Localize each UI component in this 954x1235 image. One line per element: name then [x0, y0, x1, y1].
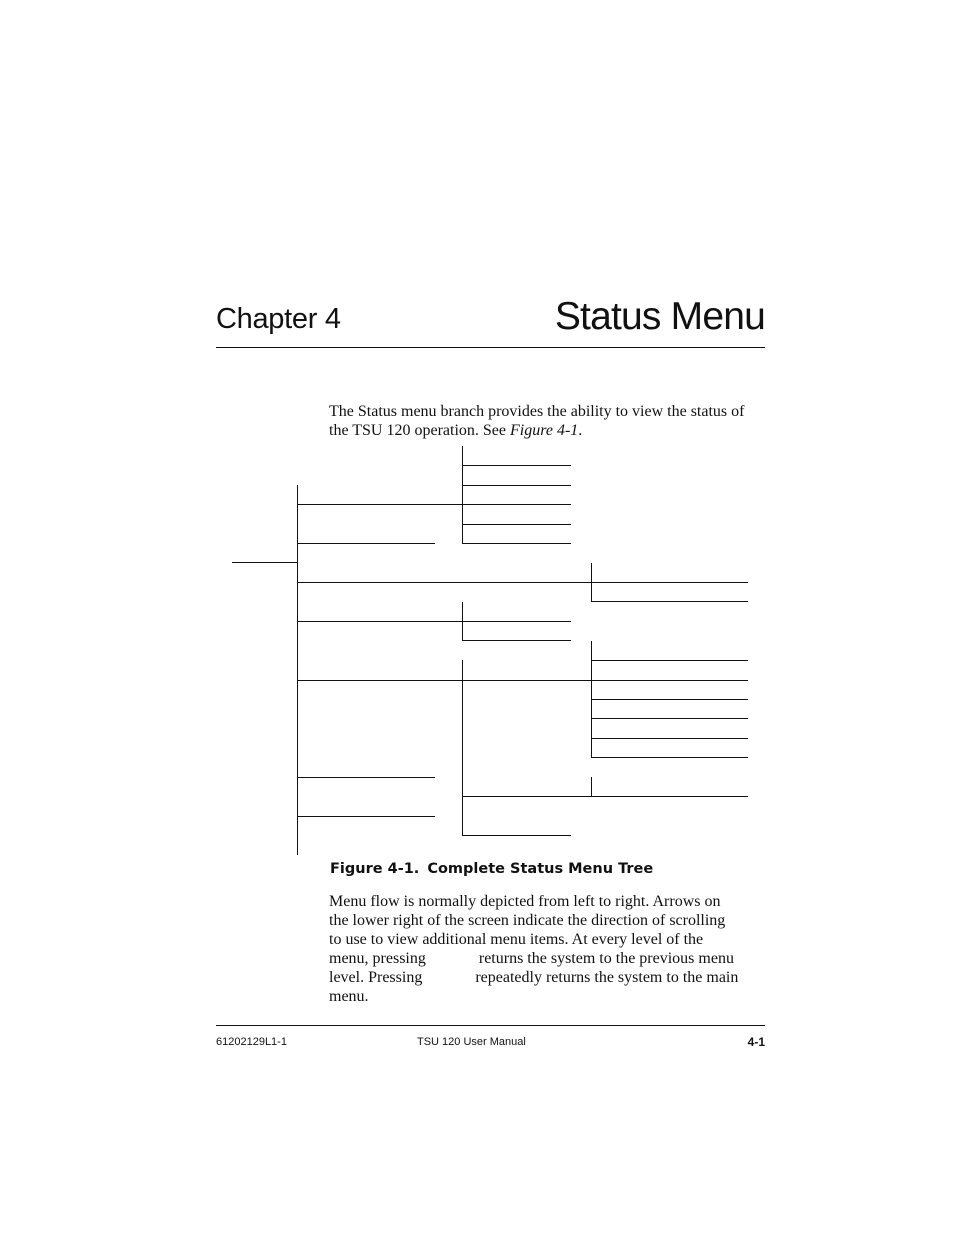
figure-reference-link[interactable]: Figure 4-1	[510, 422, 579, 439]
menu-flow-line: to use to view additional menu items. At every level of the	[329, 931, 704, 948]
menu-flow-text: level. Pressing	[329, 969, 423, 986]
menu-flow-paragraph	[329, 892, 765, 1006]
figure-caption	[330, 861, 653, 877]
footer-part-number: 61202129L1-1	[216, 1036, 287, 1048]
menu-flow-line: the lower right of the screen indicate the direction of scrolling	[329, 912, 726, 929]
footer-rule	[216, 1025, 765, 1026]
menu-flow-line: Menu flow is normally depicted from left to right. Arrows on	[329, 893, 721, 910]
menu-flow-line: menu.	[329, 988, 369, 1005]
chapter-label: Chapter 4	[216, 303, 341, 335]
intro-text: The Status menu branch provides the ability to view the status of the TSU 120 operation. See	[329, 403, 745, 439]
menu-flow-line	[329, 968, 765, 987]
intro-text-end: .	[578, 422, 583, 439]
chapter-title: Status Menu	[554, 295, 765, 338]
menu-flow-line	[329, 949, 765, 968]
menu-flow-text: returns the system to the previous menu	[478, 950, 734, 967]
footer-manual-title: TSU 120 User Manual	[417, 1036, 526, 1048]
menu-flow-text: repeatedly returns the system to the main	[475, 969, 739, 986]
menu-flow-text: menu, pressing	[329, 950, 426, 967]
footer-page-number: 4-1	[747, 1035, 765, 1049]
figure-caption-number: Figure 4-1.	[330, 861, 420, 877]
figure-caption-title: Complete Status Menu Tree	[427, 861, 654, 877]
